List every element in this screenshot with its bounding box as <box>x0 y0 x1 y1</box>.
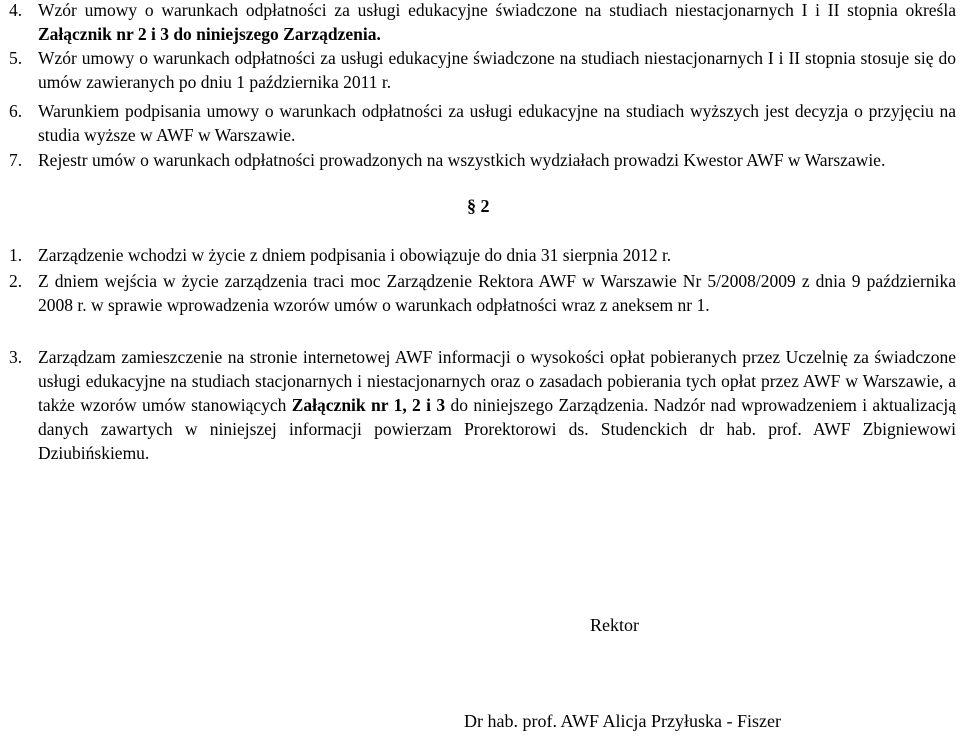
list-item-number: 4. <box>9 0 23 20</box>
list-item-number: 6. <box>9 101 23 121</box>
list-item-text: Warunkiem podpisania umowy o warunkach odpłatności za usługi edukacyjne na studiach wyższych jest decyzja o przyjęciu na studia wyższe w AWF w Warszawie. <box>38 101 956 145</box>
list-item-text: Wzór umowy o warunkach odpłatności za usługi edukacyjne świadczone na studiach niestacjonarnych I i II stopnia określa Załącznik nr 2 i 3 do niniejszego Zarządzenia. <box>38 0 956 44</box>
list-item-number: 7. <box>9 150 23 170</box>
list-item-number: 3. <box>9 347 23 367</box>
list-item-7 <box>0 148 960 172</box>
attachment-reference: Załącznik nr 2 i 3 do niniejszego Zarządzenia. <box>38 24 381 44</box>
list-item-6 <box>0 99 960 147</box>
list-item-text: Zarządzenie wchodzi w życie z dniem podpisania i obowiązuje do dnia 31 sierpnia 2012 r. <box>38 245 672 265</box>
signature-name: Dr hab. prof. AWF Alicja Przyłuska - Fiszer <box>464 711 781 731</box>
section-heading: § 2 <box>467 196 490 216</box>
signature-title: Rektor <box>590 615 639 635</box>
list-item-text: Rejestr umów o warunkach odpłatności prowadzonych na wszystkich wydziałach prowadzi Kwestor AWF w Warszawie. <box>38 150 886 170</box>
list-item-text: Zarządzam zamieszczenie na stronie internetowej AWF informacji o wysokości opłat pobieranych przez Uczelnię za świadczone usługi edukacyjne na studiach stacjonarnych i niestacjonarnych oraz o zasadach pobierania tych opłat przez AWF w Warszawie, a także wzorów umów stanowiących Załącznik nr 1, 2 i 3 do niniejszego Zarządzenia. Nadzór nad wprowadzeniem i aktualizacją danych zawartych w niniejszej informacji powierzam Prorektorowi ds. Studenckich dr hab. prof. AWF Zbigniewowi Dziubińskiemu. <box>38 347 956 463</box>
section-item-3 <box>0 345 960 465</box>
list-item-4 <box>0 0 960 46</box>
list-item-text: Z dniem wejścia w życie zarządzenia traci moc Zarządzenie Rektora AWF w Warszawie Nr 5/2008/2009 z dnia 9 października 2008 r. w sprawie wprowadzenia wzorów umów o warunkach odpłatności wraz z aneksem nr 1. <box>38 271 956 315</box>
section-item-2 <box>0 269 960 317</box>
section-item-1 <box>0 243 960 267</box>
list-item-number: 2. <box>9 271 23 291</box>
list-item-number: 5. <box>9 48 23 68</box>
list-item-5 <box>0 46 960 94</box>
list-item-number: 1. <box>9 245 23 265</box>
attachment-reference: Załącznik nr 1, 2 i 3 <box>291 395 446 415</box>
list-item-text: Wzór umowy o warunkach odpłatności za usługi edukacyjne świadczone na studiach niestacjonarnych I i II stopnia stosuje się do umów zawieranych po dniu 1 października 2011 r. <box>38 48 956 92</box>
